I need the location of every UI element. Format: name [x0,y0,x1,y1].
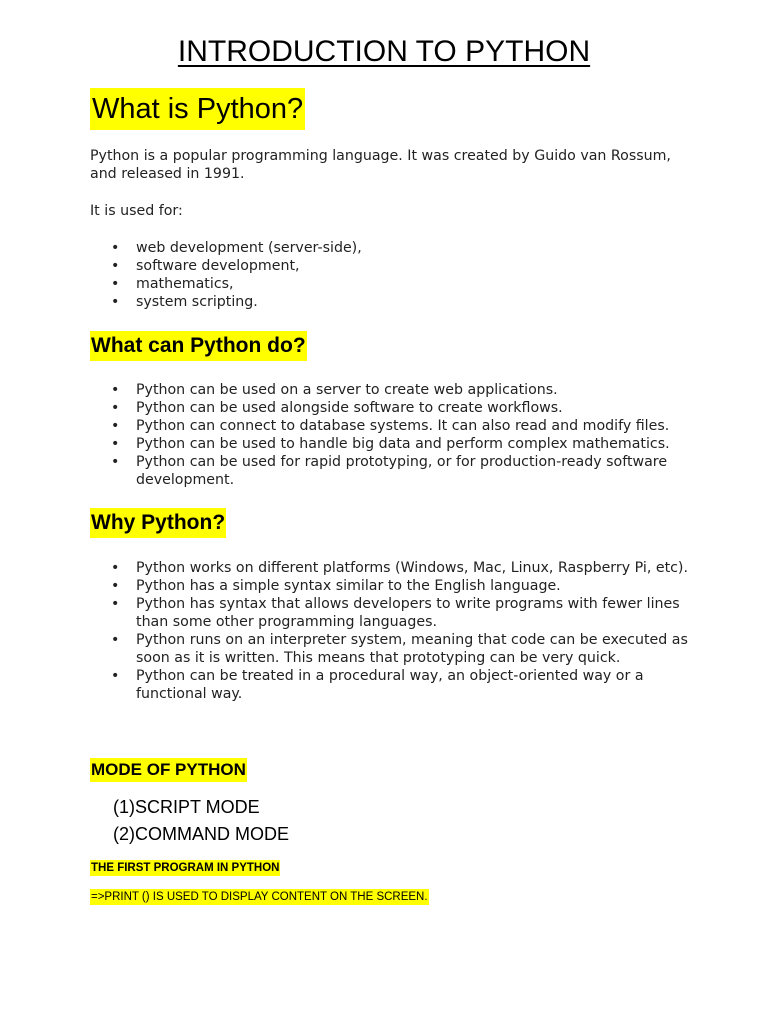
what-is-python-heading: What is Python? [90,88,305,130]
script-mode-item: (1)SCRIPT MODE [113,797,260,817]
list-item: • Python has a simple syntax similar to the English language. [90,577,700,595]
first-program-heading: THE FIRST PROGRAM IN PYTHON [91,862,280,874]
what-can-python-do-heading: What can Python do? [90,331,307,361]
command-mode-item: (2)COMMAND MODE [113,824,289,844]
uses-list [90,239,700,311]
mode-of-python-heading: MODE OF PYTHON [90,758,247,782]
list-item: • Python runs on an interpreter system, meaning that code can be executed as soon as it is written. This means that prototyping can be very quick. [90,631,700,667]
list-item: • Python can be used on a server to create web applications. [90,381,700,399]
document-title: INTRODUCTION TO PYTHON [177,35,591,68]
print-note: =>PRINT () IS USED TO DISPLAY CONTENT ON THE SCREEN. [91,891,428,903]
list-item: • Python can be used to handle big data and perform complex mathematics. [90,435,700,453]
list-item: • system scripting. [90,293,700,311]
list-item: • mathematics, [90,275,700,293]
list-item: • web development (server-side), [90,239,700,257]
why-python-heading: Why Python? [90,508,226,538]
list-item: • software development, [90,257,700,275]
python-intro-paragraph: Python is a popular programming language. It was created by Guido van Rossum, and released in 1991. [90,148,671,182]
list-item: • Python can be used alongside software to create workflows. [90,399,700,417]
list-item: • Python can connect to database systems. It can also read and modify files. [90,417,700,435]
list-item: • Python can be used for rapid prototyping, or for production-ready software development. [90,453,700,489]
reasons-list [90,559,700,703]
list-item: • Python has syntax that allows developers to write programs with fewer lines than some other programming languages. [90,595,700,631]
list-item: • Python works on different platforms (Windows, Mac, Linux, Raspberry Pi, etc). [90,559,700,577]
used-for-label: It is used for: [90,203,183,219]
capabilities-list [90,381,700,489]
list-item: • Python can be treated in a procedural way, an object-oriented way or a functional way. [90,667,700,703]
